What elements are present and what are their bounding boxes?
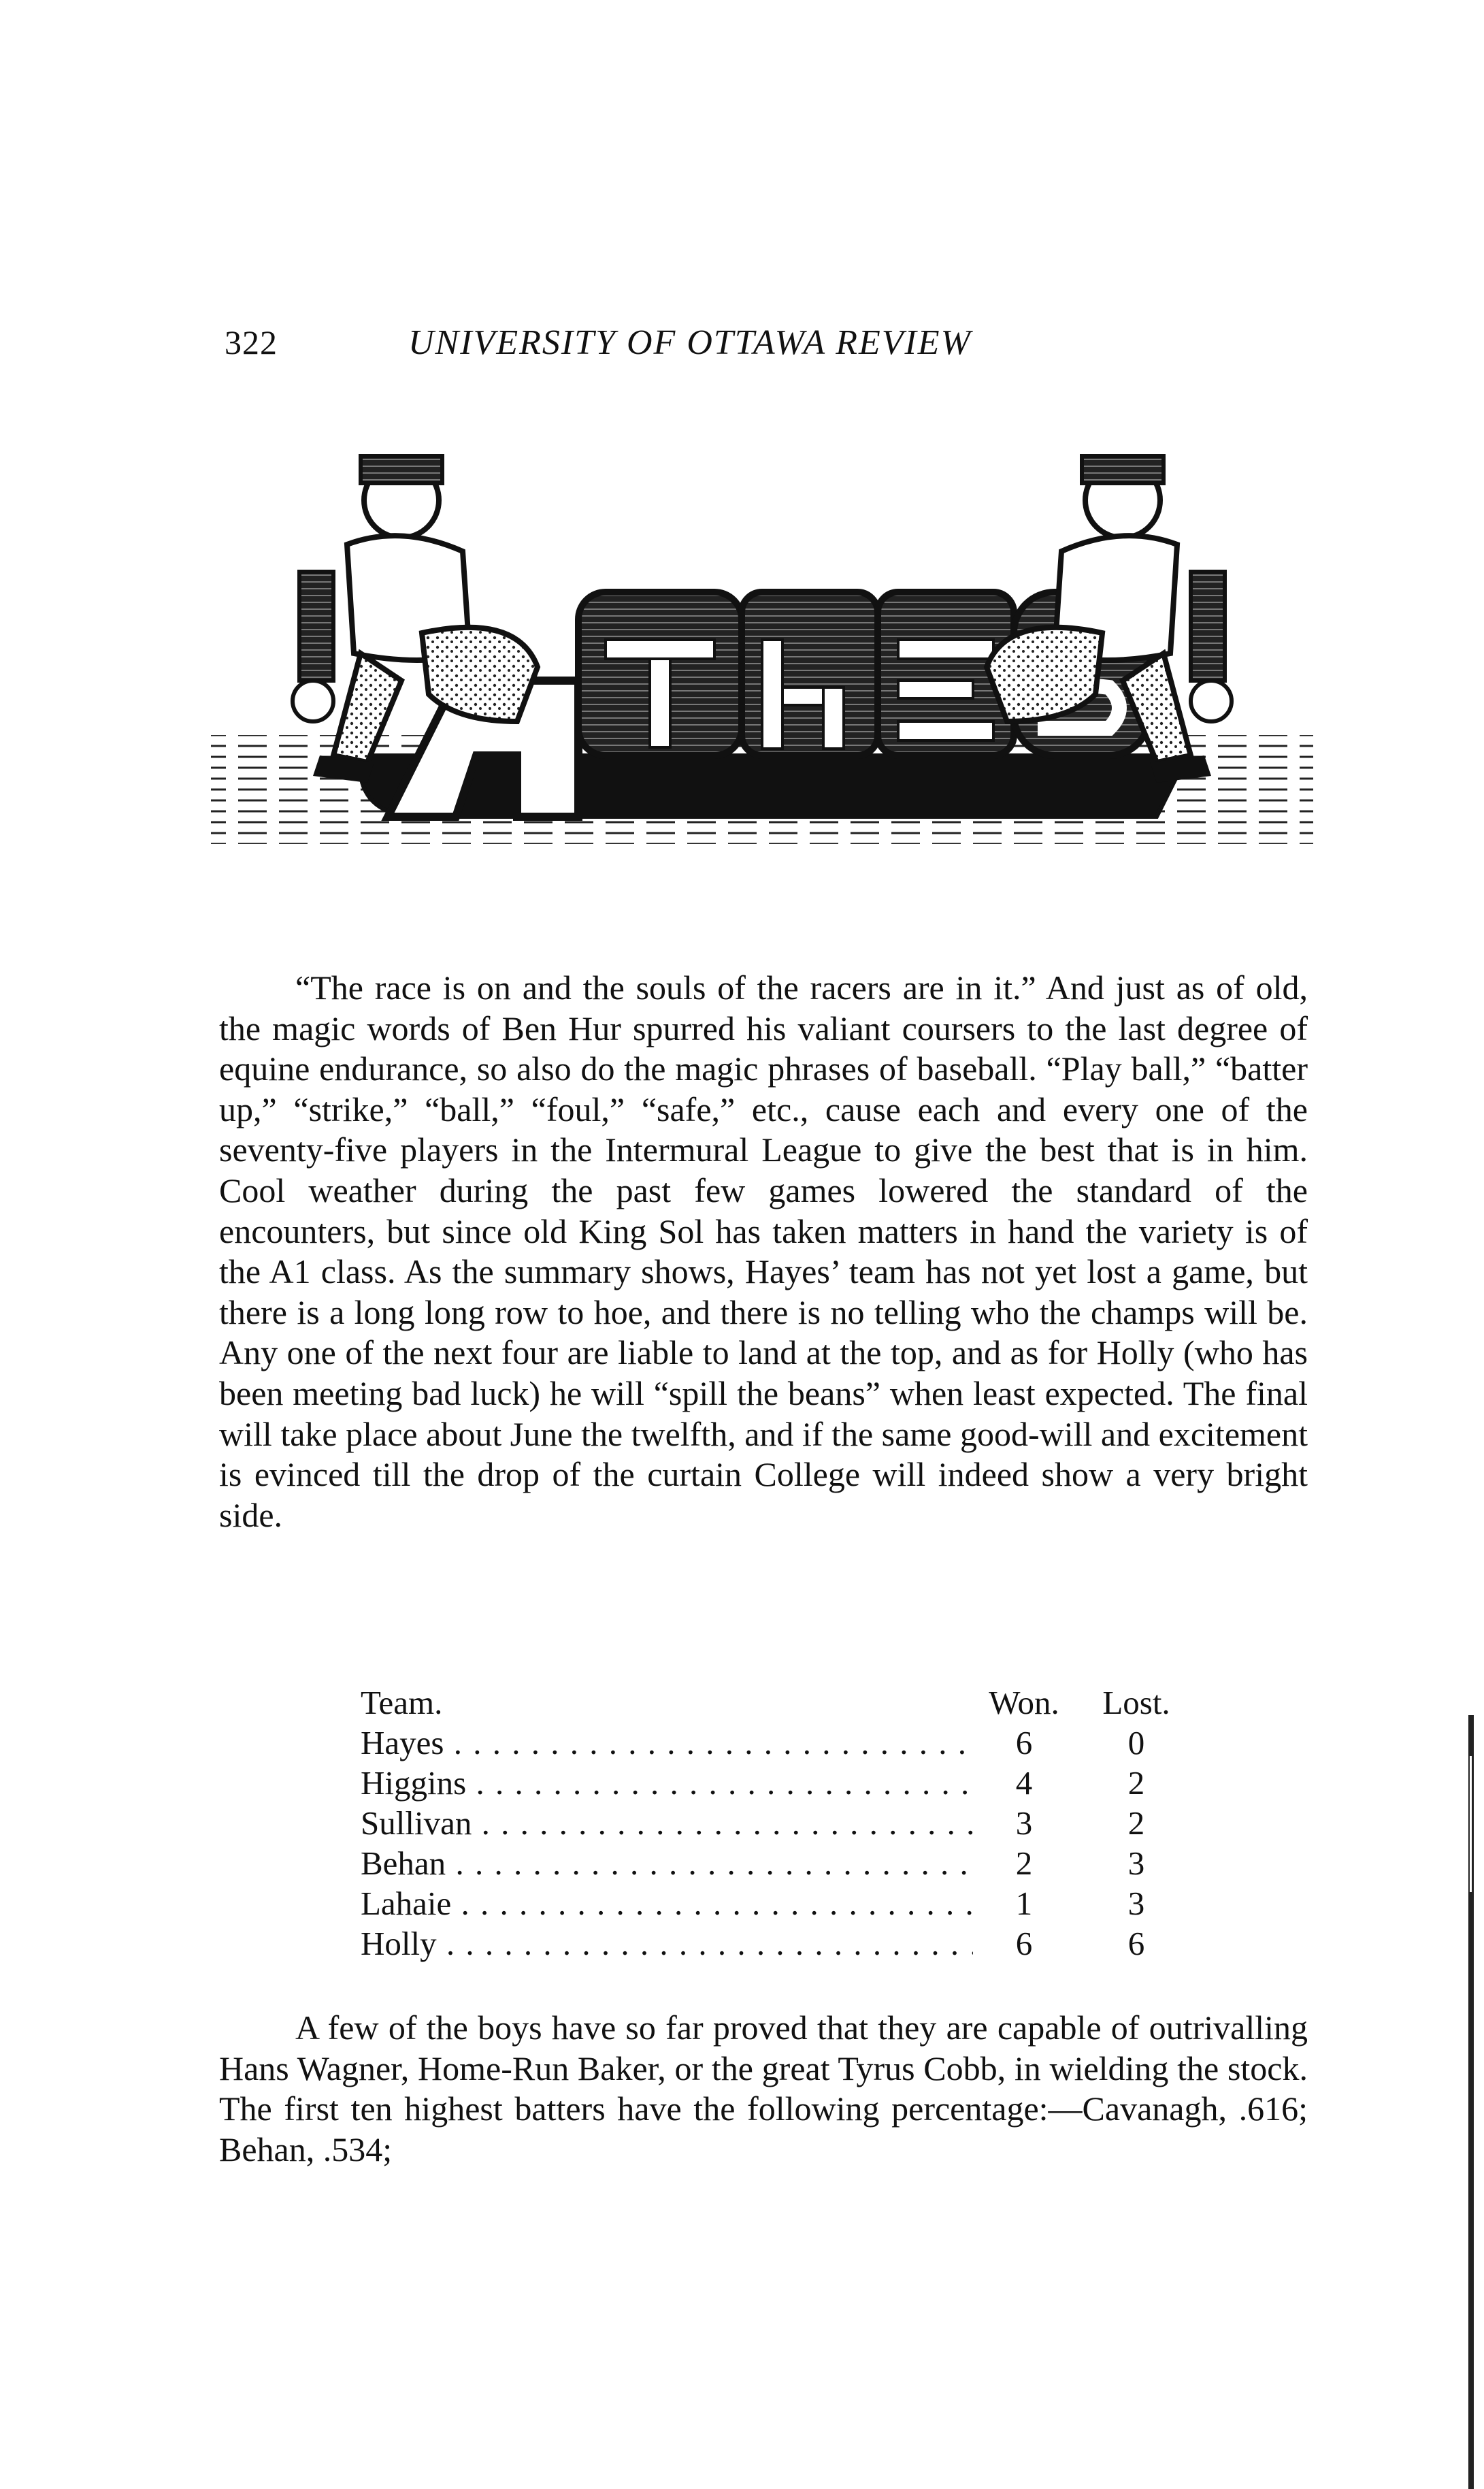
won-value: 3 [1015,1804,1033,1842]
team-name: Hayes . . . [361,1724,973,1761]
lost-value: 0 [1127,1724,1145,1761]
table-row [361,1723,1198,1763]
won-value: 6 [1015,1925,1033,1962]
team-name: Holly . . . [361,1925,973,1962]
column-header-won: Won. [989,1684,1059,1721]
paragraph-1-text: “The race is on and the souls of the racers are in it.” And just as of old, the magic words of Ben Hur spurred his valiant coursers to the last degree of equine endurance, so also do the magic phrases of baseball. “Play ball,” “batter up,” “strike,” “ball,” “foul,” “safe,” etc., cause each and every one of the seventy-five players in the Intermural League to give the best that is in him. Cool weather during the past few games lowered the standard of the encounters, but since old King Sol has taken matters in hand the variety is of the A1 class. As the summary shows, Hayes’ team has not yet lost a game, but there is a long long row to hoe, and there is no telling who the champs will be. Any one of the next four are liable to land at the top, and as for Holly (who has been meeting bad luck) he will “spill the beans” when least expected. The final will take place about June the twelfth, and if the same good-will and excitement is evinced till the drop of the curtain College will indeed show a very bright side. [219,969,1308,1534]
batting-paragraph [219,2008,1308,2170]
table-row [361,1923,1198,1964]
table-row [361,1803,1198,1843]
won-value: 2 [1015,1844,1033,1882]
table-row [361,1763,1198,1803]
lost-value: 6 [1127,1925,1145,1962]
standings-header-row [361,1682,1198,1723]
won-value: 1 [1015,1885,1033,1922]
intro-paragraph [219,968,1308,1535]
scan-edge-mark [1468,1715,1474,2489]
lost-value: 2 [1127,1804,1145,1842]
paragraph-2-text: A few of the boys have so far proved that they are capable of outrivalling Hans Wagner, Home-Run Baker, or the great Tyrus Cobb, in wielding the stock. The first ten highest batters have the following percentage:—Cavanagh, .616; Behan, .534; [219,2008,1308,2168]
team-name: Sullivan . . . [361,1804,973,1842]
athletics-banner [197,436,1327,926]
lost-value: 3 [1127,1844,1145,1882]
lost-value: 2 [1127,1764,1145,1802]
team-name: Higgins . . . [361,1764,973,1802]
table-row [361,1883,1198,1923]
team-name: Lahaie . . . [361,1885,973,1922]
standings-table [361,1682,1198,1964]
lost-value: 3 [1127,1885,1145,1922]
column-header-lost: Lost. [1102,1684,1170,1721]
won-value: 6 [1015,1724,1033,1761]
page-number: 322 [225,323,278,361]
team-name: Behan . . . [361,1844,973,1882]
table-row [361,1843,1198,1883]
running-title: UNIVERSITY OF OTTAWA REVIEW [408,323,972,362]
won-value: 4 [1015,1764,1033,1802]
column-header-team: Team. [361,1684,443,1721]
banner-base-bar [361,755,1177,817]
